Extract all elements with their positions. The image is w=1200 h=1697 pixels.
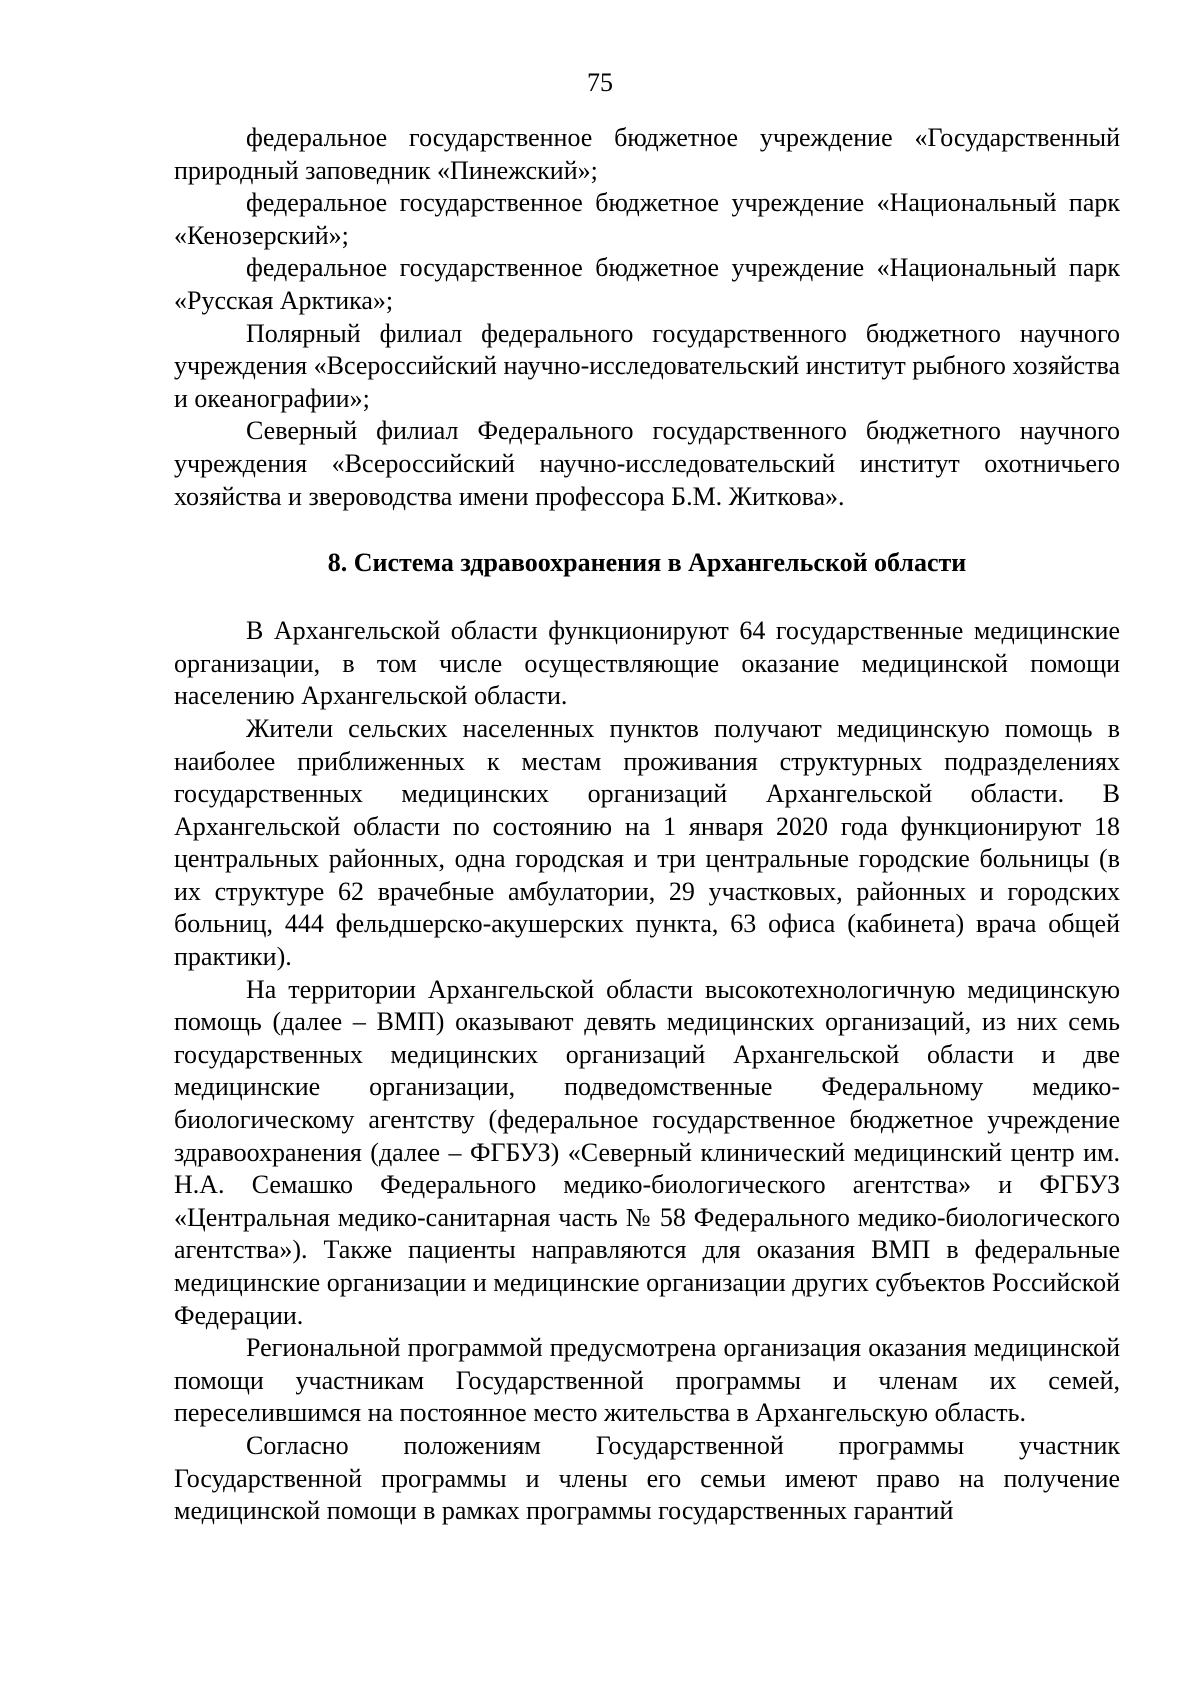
paragraph: В Архангельской области функционируют 64 государственные медицинские организации, в том числе осуществляющие оказание медицинской помощи населению Архангельской области. (174, 616, 1120, 711)
list-item: федеральное государственное бюджетное учреждение «Государственный природный заповедник «Пинежский»; (174, 123, 1120, 185)
page-number: 75 (587, 68, 613, 97)
list-item: Полярный филиал федерального государственного бюджетного научного учреждения «Всероссийский научно-исследовательский институт рыбного хозяйства и океанографии»; (174, 318, 1120, 413)
list-item: Северный филиал Федерального государственного бюджетного научного учреждения «Всероссийский научно-исследовательский институт охотничьего хозяйства и звероводства имени профессора Б.М. Житкова». (174, 416, 1120, 511)
list-item: федеральное государственное бюджетное учреждение «Национальный парк «Кенозерский»; (174, 188, 1120, 250)
paragraph: Жители сельских населенных пунктов получают медицинскую помощь в наиболее приближенных к местам проживания структурных подразделениях государственных медицинских организаций Архангельской области. В Архангельской области по состоянию на 1 января 2020 года функционируют 18 центральных районных, одна городская и три центральные городские больницы (в их структуре 62 врачебные амбулатории, 29 участковых, районных и городских больниц, 444 фельдшерско-акушерских пункта, 63 офиса (кабинета) врача общей практики). (174, 713, 1120, 972)
section-heading: 8. Система здравоохранения в Архангельской области (327, 548, 967, 578)
document-body (174, 122, 1120, 1528)
list-item: федеральное государственное бюджетное учреждение «Национальный парк «Русская Арктика»; (174, 253, 1120, 315)
paragraph: Согласно положениям Государственной программы участник Государственной программы и члены его семьи имеют право на получение медицинской помощи в рамках программы государственных гарантий (174, 1430, 1120, 1526)
paragraph: Региональной программой предусмотрена организация оказания медицинской помощи участникам Государственной программы и членам их семей, переселившимся на постоянное место жительства в Архангельскую область. (174, 1333, 1120, 1428)
paragraph: На территории Архангельской области высокотехнологичную медицинскую помощь (далее – ВМП) оказывают девять медицинских организаций, из них семь государственных медицинских организаций Архангельской области и две медицинские организации, подведомственные Федеральному медико-биологическому агентству (федеральное государственное бюджетное учреждение здравоохранения (далее – ФГБУЗ) «Северный клинический медицинский центр им. Н.А. Семашко Федерального медико-биологического агентства» и ФГБУЗ «Центральная медико-санитарная часть № 58 Федерального медико-биологического агентства»). Также пациенты направляются для оказания ВМП в федеральные медицинские организации и медицинские организации других субъектов Российской Федерации. (174, 974, 1120, 1330)
